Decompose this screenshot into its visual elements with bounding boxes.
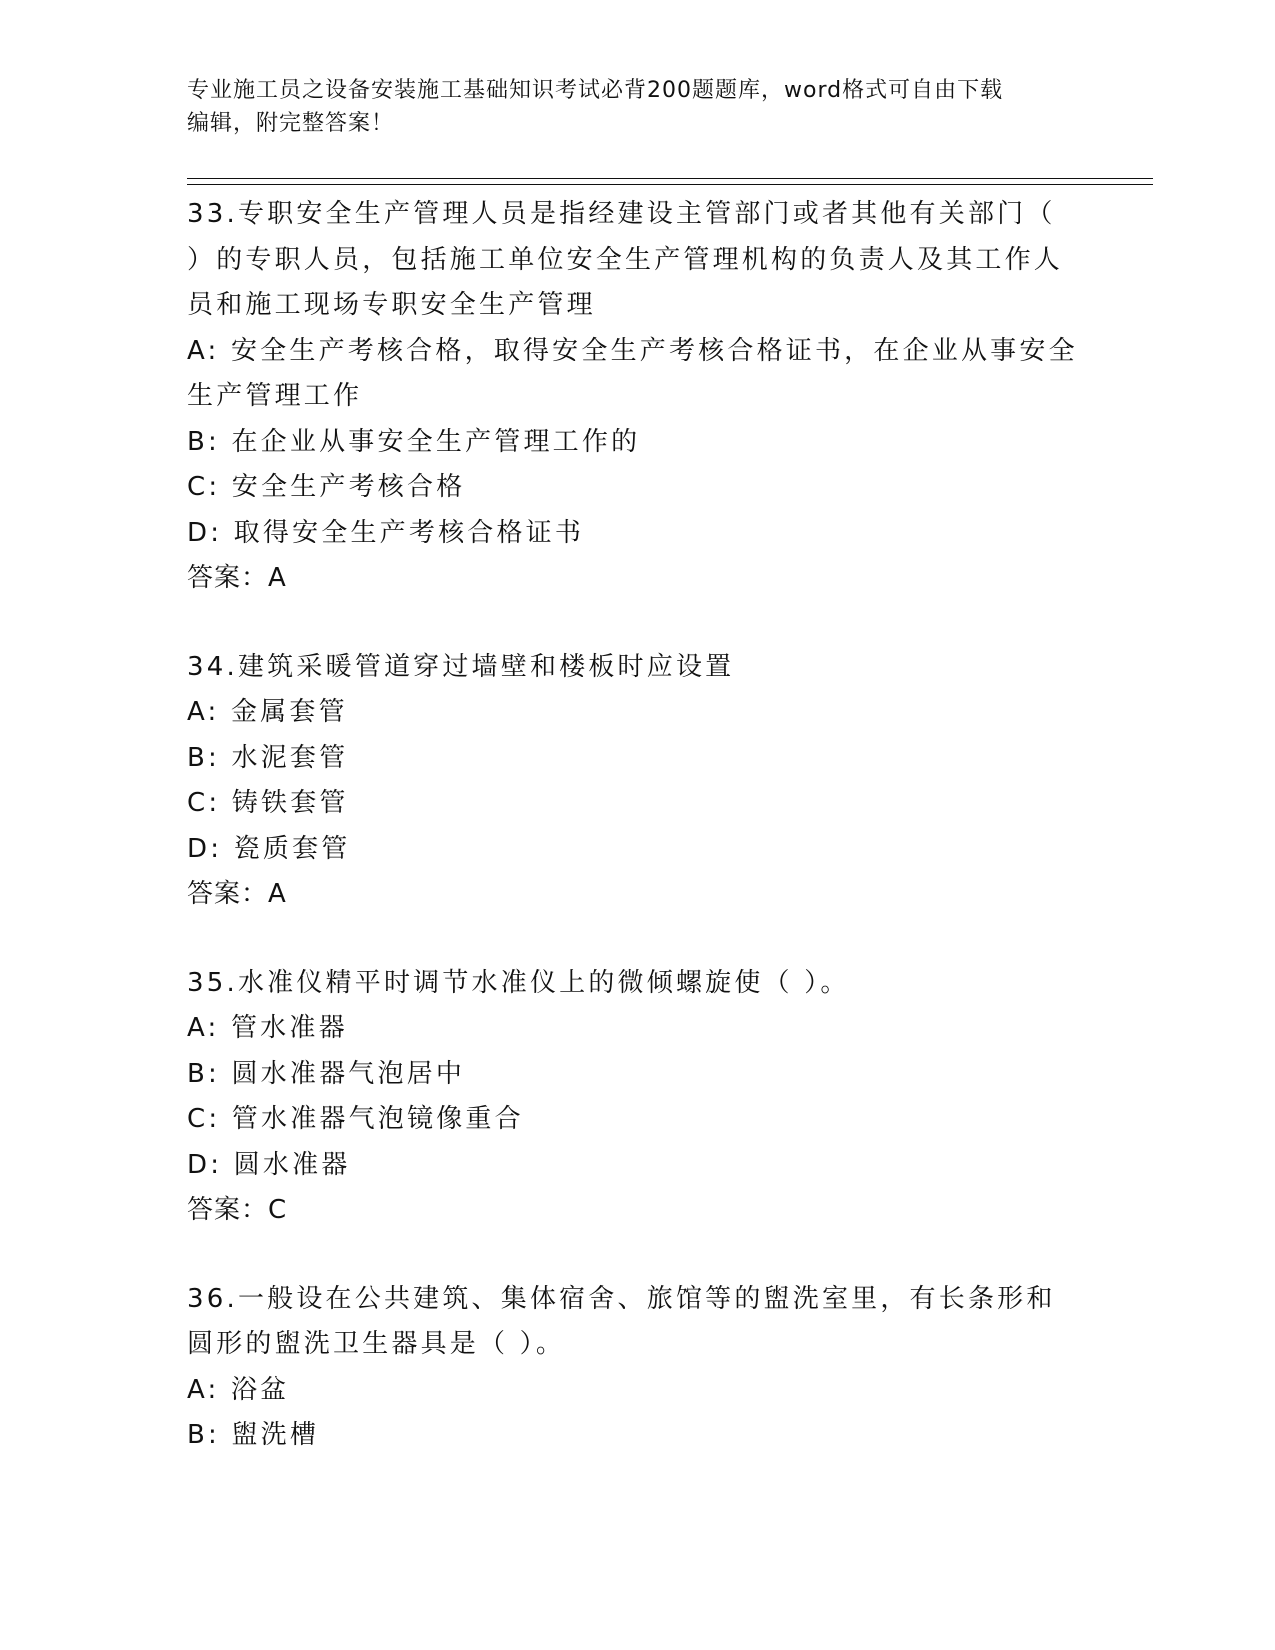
option-c: C: 铸铁套管 <box>187 788 349 818</box>
option-text: 安全生产考核合格，取得安全生产考核合格证书，在企业从事安全生产管理工作 <box>187 335 1078 411</box>
option-b: B: 圆水准器气泡居中 <box>187 1058 466 1089</box>
header-rule-top <box>187 178 1153 179</box>
option-b: B: 水泥套管 <box>187 742 349 773</box>
option-b: B: 盥洗槽 <box>187 1420 320 1450</box>
answer-value: A <box>268 563 287 593</box>
option-label: A <box>187 1013 208 1043</box>
option-text: 浴盆 <box>230 1374 290 1405</box>
option-label: B <box>187 1420 209 1450</box>
option-text: 盥洗槽 <box>231 1420 320 1450</box>
option-c: C: 管水准器气泡镜像重合 <box>187 1104 524 1134</box>
option-a: A: 浴盆 <box>187 1374 290 1405</box>
option-label: A <box>187 335 208 366</box>
question-text <box>187 192 1067 329</box>
question-text <box>187 1277 1067 1368</box>
header-title-line2: 编辑，附完整答案！ <box>187 111 395 136</box>
option-d: D: 圆水准器 <box>187 1149 351 1180</box>
option-label: B <box>187 1058 209 1089</box>
option-text: 金属套管 <box>230 697 348 727</box>
option-text: 管水准器 <box>230 1013 348 1043</box>
document-header <box>187 74 1067 140</box>
question-text <box>187 961 1067 1007</box>
option-label: A <box>187 697 208 727</box>
answer-value: C <box>268 1195 288 1225</box>
option-label: B <box>187 426 209 457</box>
answer-line <box>187 1188 1087 1234</box>
option-text: 取得安全生产考核合格证书 <box>233 517 585 548</box>
header-rule-bottom <box>187 184 1153 185</box>
option-text: 管水准器气泡镜像重合 <box>231 1104 524 1134</box>
option-text: 安全生产考核合格 <box>231 472 466 502</box>
question-list <box>187 192 1087 1459</box>
option-text: 圆水准器气泡居中 <box>231 1058 466 1089</box>
answer-line <box>187 872 1087 918</box>
question-stem: 一般设在公共建筑、集体宿舍、旅馆等的盥洗室里，有长条形和圆形的盥洗卫生器具是（ ）。 <box>187 1283 1056 1359</box>
question-number: 35. <box>187 967 238 998</box>
option-label: C <box>187 1104 209 1134</box>
option-text: 水泥套管 <box>231 742 349 773</box>
answer-label: 答案： <box>187 563 269 593</box>
option-c: C: 安全生产考核合格 <box>187 472 466 502</box>
option-label: D <box>187 517 211 548</box>
option-label: D <box>187 833 211 864</box>
question-35 <box>187 961 1087 1234</box>
option-d: D: 取得安全生产考核合格证书 <box>187 517 585 548</box>
question-text <box>187 645 1067 691</box>
option-a: A: 管水准器 <box>187 1013 348 1043</box>
question-33 <box>187 192 1087 602</box>
option-b: B: 在企业从事安全生产管理工作的 <box>187 426 641 457</box>
question-36 <box>187 1277 1087 1459</box>
option-label: A <box>187 1374 208 1405</box>
question-stem: 建筑采暖管道穿过墙壁和楼板时应设置 <box>237 651 735 682</box>
option-a: A: 金属套管 <box>187 697 348 727</box>
option-text: 铸铁套管 <box>231 788 349 818</box>
answer-line <box>187 556 1087 602</box>
question-stem: 水准仪精平时调节水准仪上的微倾螺旋使（ ）。 <box>237 967 850 998</box>
option-text: 瓷质套管 <box>233 833 351 864</box>
answer-label: 答案： <box>187 1195 269 1225</box>
option-d: D: 瓷质套管 <box>187 833 351 864</box>
header-title-line1: 专业施工员之设备安装施工基础知识考试必背200题题库，word格式可自由下载 <box>187 78 1004 103</box>
option-text: 圆水准器 <box>233 1149 351 1180</box>
option-label: B <box>187 742 209 773</box>
question-number: 33. <box>187 199 238 229</box>
option-text: 在企业从事安全生产管理工作的 <box>231 426 641 457</box>
answer-label: 答案： <box>187 879 269 909</box>
answer-value: A <box>268 879 287 909</box>
question-34 <box>187 645 1087 918</box>
question-number: 36. <box>187 1283 238 1314</box>
question-stem: 专职安全生产管理人员是指经建设主管部门或者其他有关部门（ ）的专职人员，包括施工单位安全生产管理机构的负责人及其工作人员和施工现场专职安全生产管理 <box>187 199 1064 320</box>
option-a: A: 安全生产考核合格，取得安全生产考核合格证书，在企业从事安全生产管理工作 <box>187 335 1078 411</box>
option-label: D <box>187 1149 211 1180</box>
option-label: C <box>187 472 209 502</box>
option-label: C <box>187 788 209 818</box>
question-number: 34. <box>187 651 238 682</box>
